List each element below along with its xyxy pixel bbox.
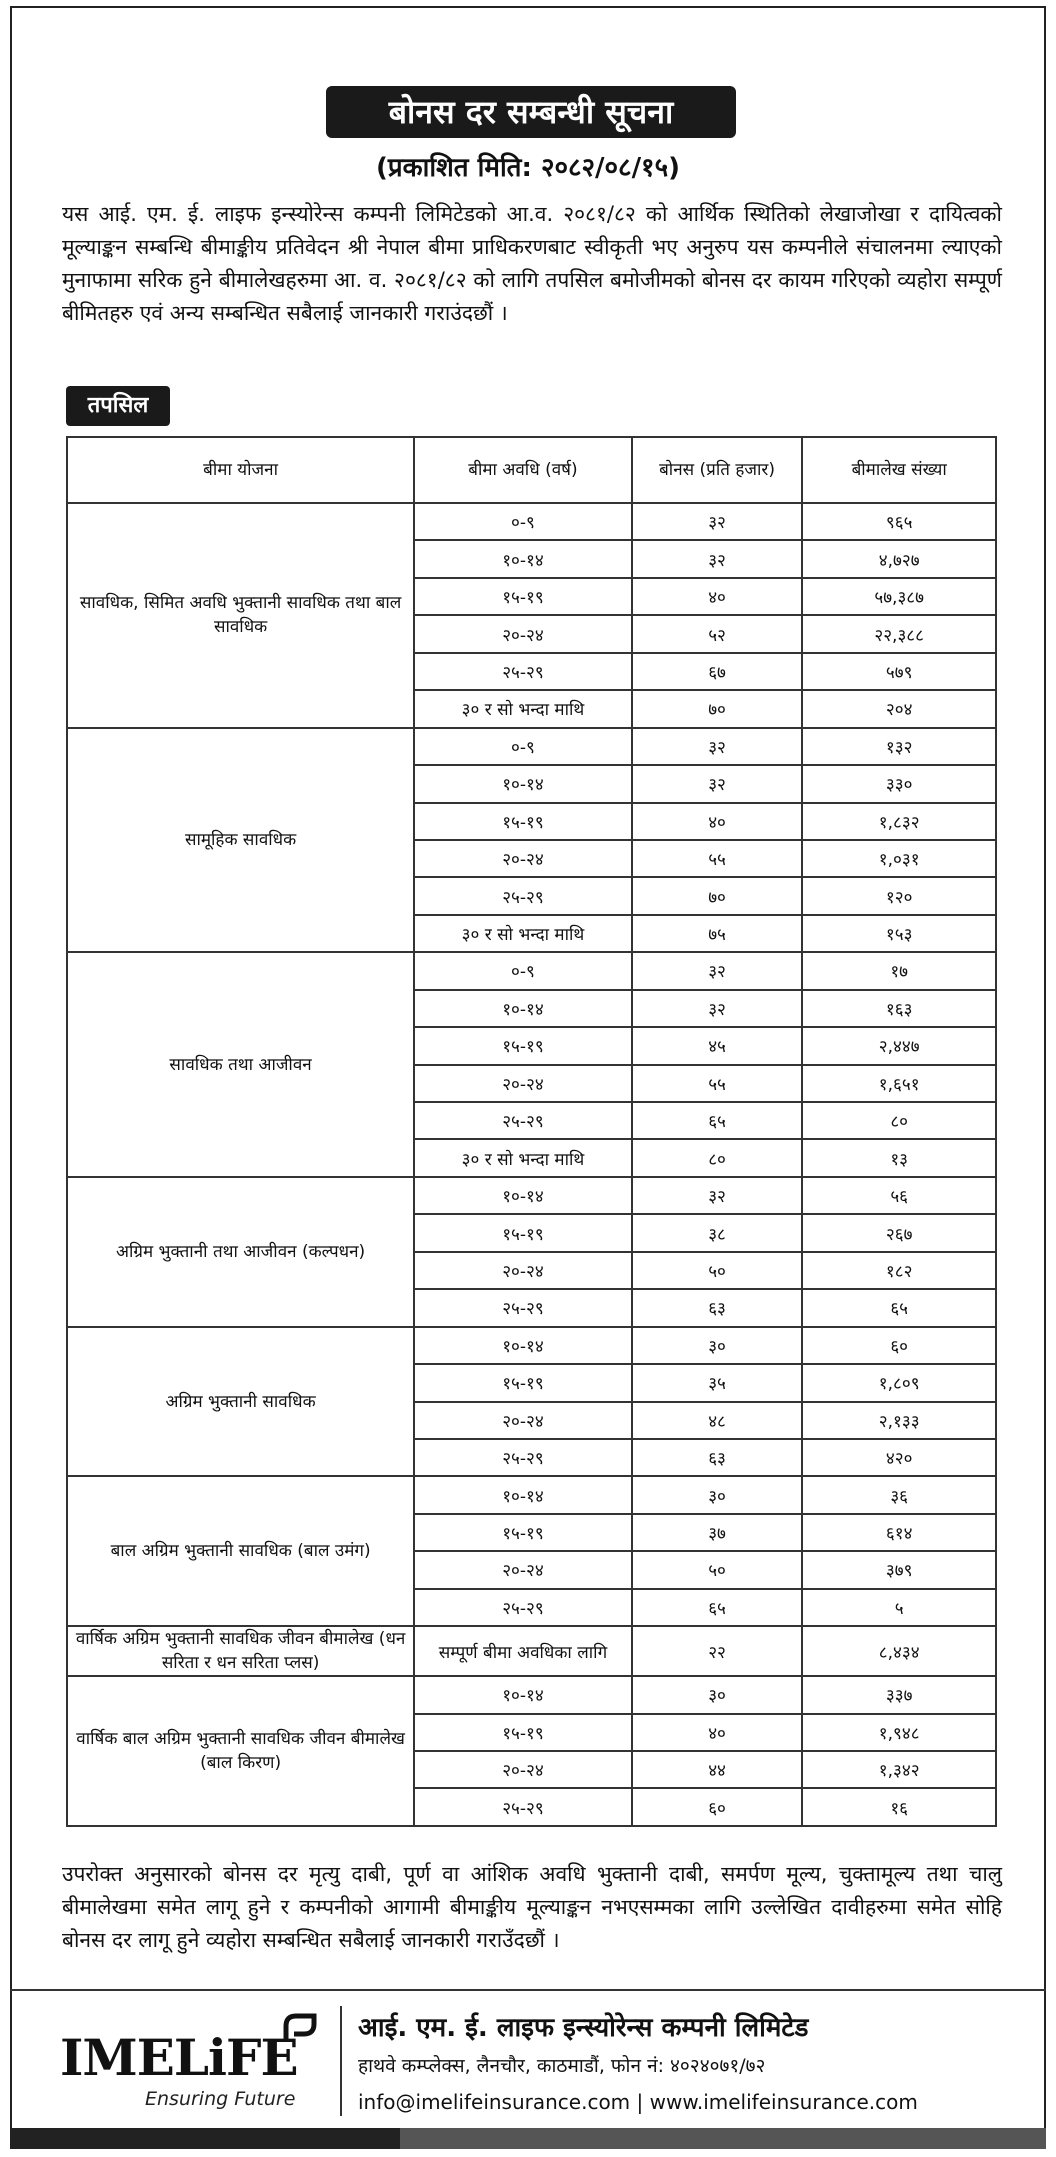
bottom-bar-accent [400,2128,1046,2149]
bonus-cell: ३० [632,1476,803,1513]
term-cell: १५-१९ [414,1364,632,1401]
term-cell: ०-९ [414,728,632,765]
table-body [67,503,996,1826]
bonus-cell: ८० [632,1139,803,1176]
term-cell: २५-२९ [414,653,632,690]
term-cell: सम्पूर्ण बीमा अवधिका लागि [414,1626,632,1676]
bonus-cell: २२ [632,1626,803,1676]
term-cell: ३० र सो भन्दा माथि [414,1139,632,1176]
table-row [67,1626,996,1676]
intro-paragraph: यस आई. एम. ई. लाइफ इन्स्योरेन्स कम्पनी लिमिटेडको आ.व. २०८१/८२ को आर्थिक स्थितिको लेखाजोखा र दायित्वको मूल्याङ्कन सम्बन्धि बीमाङ्कीय प्रतिवेदन श्री नेपाल बीमा प्राधिकरणबाट स्वीकृती भए अनुरुप यस कम्पनीले संचालनमा ल्याएको मुनाफामा सरिक हुने बीमालेखहरुमा आ. व. २०८१/८२ को लागि तपसिल बमोजीमको बोनस दर कायम गरिएको व्यहोरा सम्पूर्ण बीमितहरु एवं अन्य सम्बन्धित सबैलाई जानकारी गराउंदछौं । [62,202,1002,325]
term-cell: १०-१४ [414,1327,632,1364]
term-cell: १०-१४ [414,765,632,802]
policy-count-cell: ३३० [802,765,996,802]
policy-count-cell: १८२ [802,1252,996,1289]
policy-count-cell: ३३७ [802,1676,996,1713]
bonus-cell: ३५ [632,1364,803,1401]
bonus-cell: ५० [632,1551,803,1588]
policy-count-cell: १,६५१ [802,1065,996,1102]
table-header-row [67,437,996,503]
policy-count-cell: १,९४८ [802,1714,996,1751]
policy-count-cell: २,१३३ [802,1402,996,1439]
bonus-cell: ४४ [632,1751,803,1788]
details-label: तपसिल [66,386,170,426]
policy-count-cell: १७ [802,952,996,989]
term-cell: २५-२९ [414,1589,632,1626]
policy-count-cell: १,८०९ [802,1364,996,1401]
policy-count-cell: १५३ [802,915,996,952]
bonus-cell: ३० [632,1676,803,1713]
term-cell: ३० र सो भन्दा माथि [414,915,632,952]
policy-count-cell: ८,४३४ [802,1626,996,1676]
policy-count-cell: १२० [802,877,996,914]
bonus-cell: ७५ [632,915,803,952]
term-cell: ३० र सो भन्दा माथि [414,690,632,727]
bonus-cell: ४८ [632,1402,803,1439]
policy-count-cell: ४२० [802,1439,996,1476]
term-cell: ०-९ [414,503,632,540]
table-row [67,952,996,989]
term-cell: २०-२४ [414,1751,632,1788]
header-policy-count: बीमालेख संख्या [802,437,996,503]
company-tagline: Ensuring Future [145,2088,296,2110]
bonus-cell: ३० [632,1327,803,1364]
policy-count-cell: १,८३२ [802,803,996,840]
policy-count-cell: ५७,३८७ [802,578,996,615]
plan-name-cell: वार्षिक अग्रिम भुक्तानी सावधिक जीवन बीमालेख (धन सरिता र धन सरिता प्लस) [67,1626,414,1676]
footer-vertical-divider [340,2006,342,2116]
bonus-cell: ३२ [632,728,803,765]
term-cell: ०-९ [414,952,632,989]
policy-count-cell: ५६ [802,1177,996,1214]
bonus-cell: ३२ [632,1177,803,1214]
bonus-cell: ५० [632,1252,803,1289]
table-row [67,1676,996,1713]
bonus-cell: ५५ [632,1065,803,1102]
term-cell: २०-२४ [414,1551,632,1588]
plan-name-cell: बाल अग्रिम भुक्तानी सावधिक (बाल उमंग) [67,1476,414,1626]
table-row [67,728,996,765]
bonus-cell: ३२ [632,952,803,989]
term-cell: १५-१९ [414,1514,632,1551]
policy-count-cell: ४,७२७ [802,540,996,577]
policy-count-cell: ३७९ [802,1551,996,1588]
policy-count-cell: ८० [802,1102,996,1139]
term-cell: २०-२४ [414,840,632,877]
bonus-cell: ३८ [632,1214,803,1251]
plan-name-cell: अग्रिम भुक्तानी सावधिक [67,1327,414,1477]
bonus-cell: ४५ [632,1027,803,1064]
bonus-cell: ७० [632,690,803,727]
company-address: हाथवे कम्प्लेक्स, लैनचौर, काठमाडौं, फोन नं: ४०२४०७१/७२ [358,2055,766,2077]
company-name: आई. एम. ई. लाइफ इन्स्योरेन्स कम्पनी लिमिटेड [358,2013,809,2043]
table-row [67,1476,996,1513]
plan-name-cell: सामूहिक सावधिक [67,728,414,953]
bonus-rate-table [66,436,997,1827]
policy-count-cell: १६ [802,1788,996,1825]
term-cell: १०-१४ [414,990,632,1027]
term-cell: १०-१४ [414,1177,632,1214]
policy-count-cell: २२,३८८ [802,615,996,652]
bonus-cell: ५२ [632,615,803,652]
bonus-cell: ३२ [632,765,803,802]
term-cell: २५-२९ [414,1788,632,1825]
policy-count-cell: १६३ [802,990,996,1027]
bonus-cell: ४० [632,578,803,615]
logo-flag-icon [280,2008,320,2048]
bonus-cell: ४० [632,1714,803,1751]
plan-name-cell: सावधिक तथा आजीवन [67,952,414,1177]
term-cell: २०-२४ [414,1402,632,1439]
bonus-cell: ६७ [632,653,803,690]
term-cell: १०-१४ [414,1476,632,1513]
bonus-cell: ३२ [632,540,803,577]
company-contact: info@imelifeinsurance.com | www.imelifeinsurance.com [358,2090,918,2114]
policy-count-cell: २०४ [802,690,996,727]
table-row [67,503,996,540]
policy-count-cell: २६७ [802,1214,996,1251]
company-logo: IMELiFE [60,2028,298,2087]
term-cell: १०-१४ [414,540,632,577]
term-cell: १०-१४ [414,1676,632,1713]
bonus-cell: ६३ [632,1439,803,1476]
policy-count-cell: ३६ [802,1476,996,1513]
policy-count-cell: १३ [802,1139,996,1176]
policy-count-cell: ९६५ [802,503,996,540]
bonus-cell: ६० [632,1788,803,1825]
term-cell: १५-१९ [414,1214,632,1251]
policy-count-cell: १३२ [802,728,996,765]
term-cell: १५-१९ [414,1027,632,1064]
closing-paragraph: उपरोक्त अनुसारको बोनस दर मृत्यु दाबी, पूर्ण वा आंशिक अवधि भुक्तानी दाबी, समर्पण मूल्य, चुक्तामूल्य तथा चालु बीमालेखमा समेत लागू हुने र कम्पनीको आगामी बीमाङ्कीय मूल्याङ्कन नभएसम्मका लागि उल्लेखित दावीहरुमा समेत सोहि बोनस दर लागू हुने व्यहोरा सम्बन्धित सबैलाई जानकारी गराउँदछौं । [62,1862,1002,1952]
header-plan: बीमा योजना [67,437,414,503]
plan-name-cell: अग्रिम भुक्तानी तथा आजीवन (कल्पधन) [67,1177,414,1327]
bonus-cell: ६५ [632,1102,803,1139]
bonus-cell: ६३ [632,1289,803,1326]
policy-count-cell: ६५ [802,1289,996,1326]
policy-count-cell: १,०३१ [802,840,996,877]
term-cell: १५-१९ [414,578,632,615]
plan-name-cell: वार्षिक बाल अग्रिम भुक्तानी सावधिक जीवन बीमालेख (बाल किरण) [67,1676,414,1826]
bonus-cell: ४० [632,803,803,840]
term-cell: २५-२९ [414,1439,632,1476]
header-term: बीमा अवधि (वर्ष) [414,437,632,503]
term-cell: १५-१९ [414,1714,632,1751]
term-cell: २५-२९ [414,1102,632,1139]
notice-title: बोनस दर सम्बन्धी सूचना [326,86,736,138]
policy-count-cell: १,३४२ [802,1751,996,1788]
bonus-cell: ३२ [632,503,803,540]
term-cell: २५-२९ [414,877,632,914]
term-cell: २०-२४ [414,615,632,652]
policy-count-cell: ६१४ [802,1514,996,1551]
term-cell: १५-१९ [414,803,632,840]
policy-count-cell: ५ [802,1589,996,1626]
table-row [67,1327,996,1364]
published-date: (प्रकाशित मिति: २०८२/०८/१५) [376,153,680,183]
policy-count-cell: २,४४७ [802,1027,996,1064]
table-row [67,1177,996,1214]
header-bonus: बोनस (प्रति हजार) [632,437,803,503]
plan-name-cell: सावधिक, सिमित अवधि भुक्तानी सावधिक तथा बाल सावधिक [67,503,414,728]
policy-count-cell: ५७९ [802,653,996,690]
bonus-cell: ५५ [632,840,803,877]
footer-divider [10,1989,1046,1991]
bonus-cell: ३७ [632,1514,803,1551]
term-cell: २०-२४ [414,1065,632,1102]
bonus-cell: ३२ [632,990,803,1027]
policy-count-cell: ६० [802,1327,996,1364]
bonus-cell: ७० [632,877,803,914]
bonus-cell: ६५ [632,1589,803,1626]
term-cell: २५-२९ [414,1289,632,1326]
term-cell: २०-२४ [414,1252,632,1289]
